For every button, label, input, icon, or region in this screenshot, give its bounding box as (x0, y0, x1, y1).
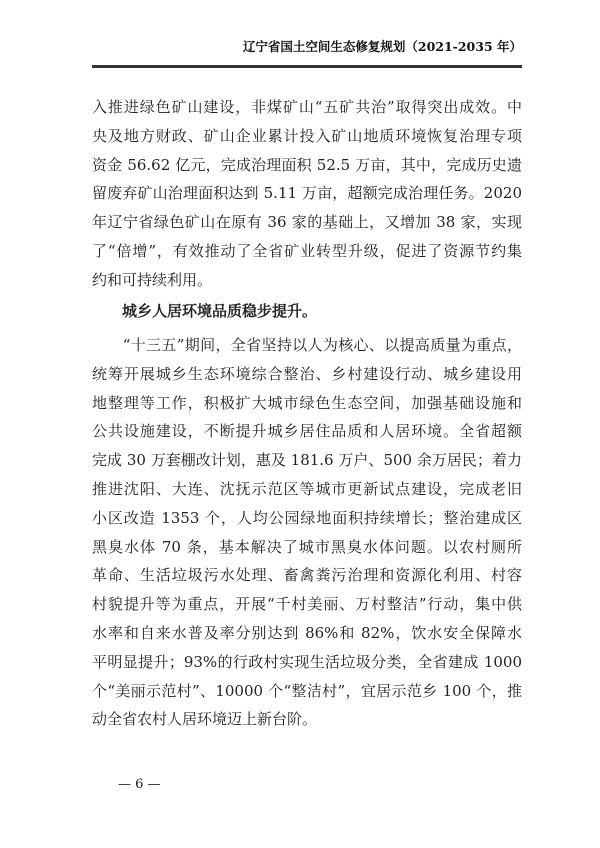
text-line: 平明显提升；93%的行政村实现生活垃圾分类，全省建成 1000 (92, 652, 522, 671)
text-line: 完成 30 万套棚改计划，惠及 181.6 万户、500 余万居民；着力 (92, 451, 522, 470)
text-line: 村貌提升等为重点，开展“千村美丽、万村整洁”行动，集中供 (92, 595, 522, 614)
text-line: 约和可持续利用。 (92, 270, 213, 289)
text-line: 了“倍增”，有效推动了全省矿业转型升级，促进了资源节约集 (92, 241, 522, 260)
section-heading: 城乡人居环境品质稳步提升。 (122, 302, 318, 320)
text-line: 个“美丽示范村”、10000 个“整洁村”，宜居示范乡 100 个，推 (92, 681, 522, 700)
page-number: — 6 — (118, 777, 161, 792)
text-line: 资金 56.62 亿元，完成治理面积 52.5 万亩，其中，完成历史遗 (92, 155, 522, 174)
text-line: 入推进绿色矿山建设，非煤矿山“五矿共治”取得突出成效。中 (92, 98, 522, 116)
text-line: 公共设施建设，不断提升城乡居住品质和人居环境。全省超额 (92, 422, 522, 441)
text-line: 小区改造 1353 个，人均公园绿地面积持续增长；整治建成区 (92, 508, 522, 527)
text-line: 统筹开展城乡生态环境综合整治、乡村建设行动、城乡建设用 (92, 364, 522, 383)
text-line: 央及地方财政、矿山企业累计投入矿山地质环境恢复治理专项 (92, 126, 522, 145)
paragraph-2 (92, 331, 522, 734)
running-header: 辽宁省国土空间生态修复规划（2021-2035 年） (242, 39, 522, 54)
text-line: 动全省农村人居环境迈上新台阶。 (92, 710, 318, 729)
text-line: 推进沈阳、大连、沈抚示范区等城市更新试点建设，完成老旧 (92, 479, 522, 498)
text-line: 黑臭水体 70 条，基本解决了城市黑臭水体问题。以农村厕所 (92, 537, 522, 556)
text-line: 留废弃矿山治理面积达到 5.11 万亩，超额完成治理任务。2020 (92, 184, 522, 203)
text-line: 水率和自来水普及率分别达到 86%和 82%，饮水安全保障水 (92, 623, 522, 642)
text-line: 革命、生活垃圾污水处理、畜禽粪污治理和资源化利用、村容 (92, 566, 522, 585)
text-line: 地整理等工作，积极扩大城市绿色生态空间，加强基础设施和 (92, 393, 522, 412)
header-rule (92, 65, 522, 68)
paragraph-1 (92, 93, 522, 295)
text-line: “十三五”期间，全省坚持以人为核心、以提高质量为重点， (92, 336, 522, 354)
text-line: 年辽宁省绿色矿山在原有 36 家的基础上，又增加 38 家，实现 (92, 213, 522, 232)
